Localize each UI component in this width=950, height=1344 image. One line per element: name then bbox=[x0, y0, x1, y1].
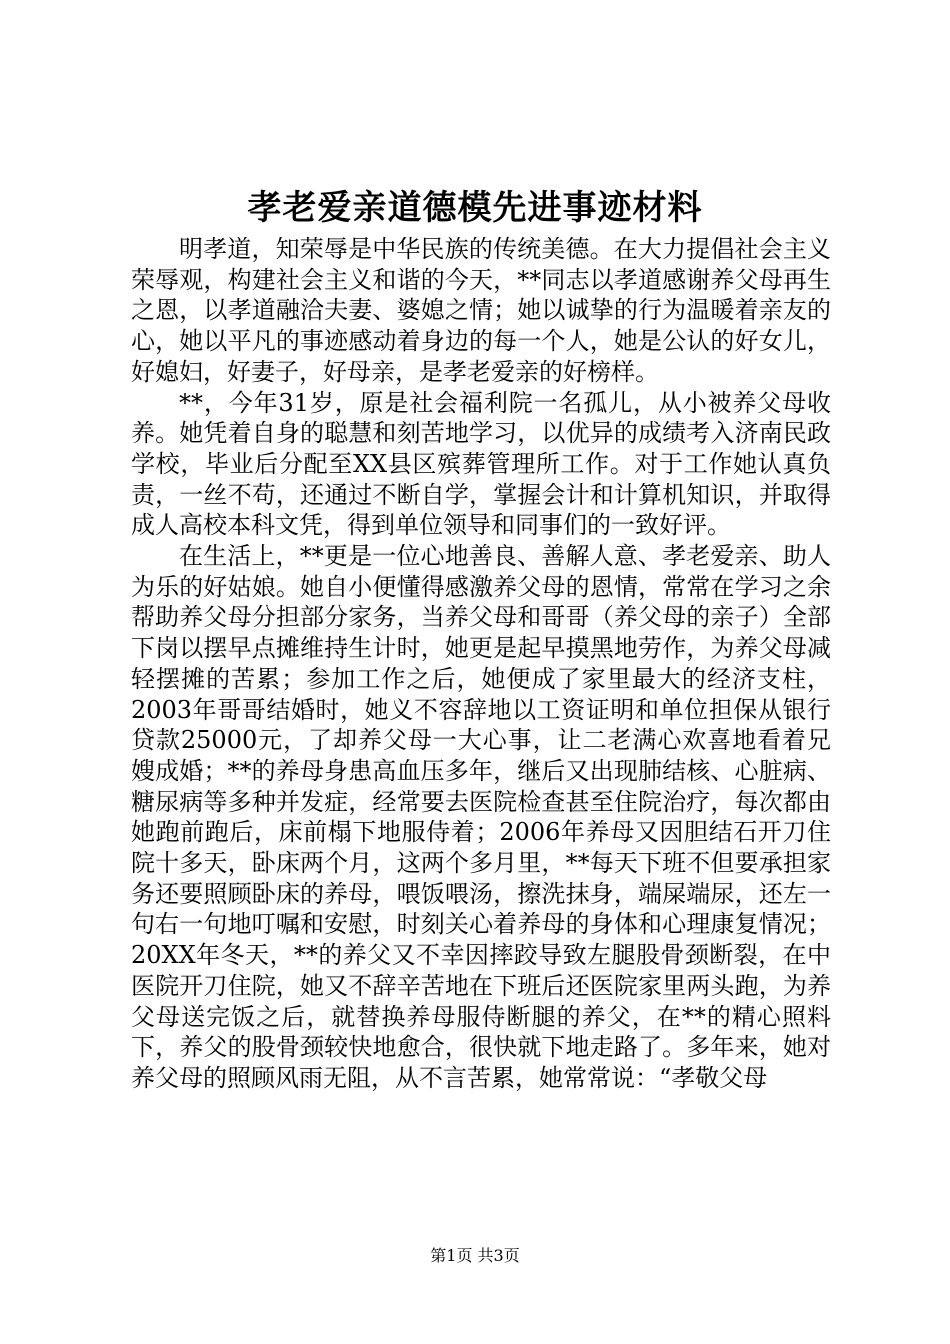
page-footer: 第1页 共3页 bbox=[430, 1246, 520, 1265]
paragraph-background: **，今年31岁，原是社会福利院一名孤儿，从小被养父母收养。她凭着自身的聪慧和刻苦地学习，以优异的成绩考入济南民政学校，毕业后分配至XX县区殡葬管理所工作。对于工作她认真负责，一丝不苟，还通过不断自学，掌握会计和计算机知识，并取得成人高校本科文凭，得到单位领导和同事们的一致好评。 bbox=[131, 388, 831, 540]
paragraph-intro: 明孝道，知荣辱是中华民族的传统美德。在大力提倡社会主义荣辱观，构建社会主义和谐的今天，**同志以孝道感谢养父母再生之恩，以孝道融洽夫妻、婆媳之情；她以诚挚的行为温暖着亲友的心，她以平凡的事迹感动着身边的每一个人，她是公认的好女儿，好媳妇，好妻子，好母亲，是孝老爱亲的好榜样。 bbox=[131, 235, 831, 386]
paragraph-life: 在生活上，**更是一位心地善良、善解人意、孝老爱亲、助人为乐的好姑娘。她自小便懂得感激养父母的恩情，常常在学习之余帮助养父母分担部分家务，当养父母和哥哥（养父母的亲子）全部下岗以摆早点摊维持生计时，她更是起早摸黑地劳作，为养父母减轻摆摊的苦累；参加工作之后，她便成了家里最大的经济支柱，2003年哥哥结婚时，她义不容辞地以工资证明和单位担保从银行贷款25000元，了却养父母一大心事，让二老满心欢喜地看着兄嫂成婚；**的养母身患高血压多年，继后又出现肺结核、心脏病、糖尿病等多种并发症，经常要去医院检查甚至住院治疗，每次都由她跑前跑后，床前榻下地服侍着；2006年养母又因胆结石开刀住院十多天，卧床两个月，这两个多月里，**每天下班不但要承担家务还要照顾卧床的养母，喂饭喂汤，擦洗抹身，端屎端尿，还左一句右一句地叮嘱和安慰，时刻关心着养母的身体和心理康复情况；20XX年冬天，**的养父又不幸因摔跤导致左腿股骨颈断裂，在中医院开刀住院，她又不辞辛苦地在下班后还医院家里两头跑，为养父母送完饭之后，就替换养母服侍断腿的养父，在**的精心照料下，养父的股骨颈较快地愈合，很快就下地走路了。多年来，她对养父母的照顾风雨无阻，从不言苦累，她常常说：“孝敬父母 bbox=[131, 542, 831, 1092]
document-title: 孝老爱亲道德模先进事迹材料 bbox=[247, 188, 703, 228]
document-body bbox=[131, 234, 831, 1094]
